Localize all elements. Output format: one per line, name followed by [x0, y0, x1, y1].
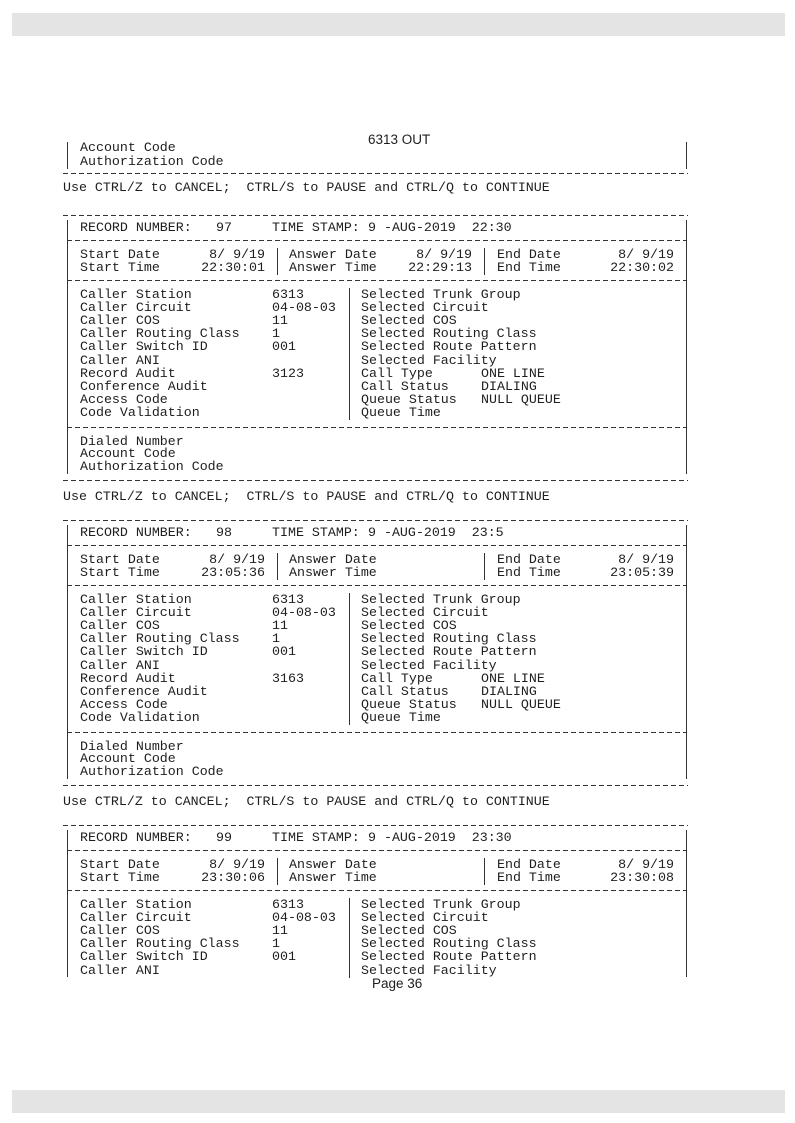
answer-time-value: 22:29:13: [408, 260, 472, 275]
vertical-divider: [67, 830, 68, 977]
selected-field-label: Queue Status: [361, 696, 457, 712]
selected-field-label: Selected Facility: [361, 962, 497, 978]
start-time-label: Start Time: [80, 870, 160, 885]
authorization-code-label: Authorization Code: [80, 764, 224, 779]
caller-field-label: Code Validation: [80, 709, 200, 725]
caller-field-label: Caller ANI: [80, 657, 160, 673]
selected-field-label: Selected Circuit: [361, 300, 489, 316]
account-code-label: Account Code: [80, 140, 176, 155]
scan-top-edge: [12, 13, 785, 36]
caller-field-label: Conference Audit: [80, 683, 208, 699]
caller-field-label: Caller COS: [80, 618, 160, 634]
selected-field-label: Selected Route Pattern: [361, 949, 537, 965]
dashed-divider: [67, 240, 686, 241]
end-time-value: 23:30:08: [610, 870, 674, 885]
start-time-value: 22:30:01: [201, 260, 265, 275]
vertical-divider: [277, 248, 278, 275]
caller-field-value: 11: [272, 313, 288, 329]
caller-field-label: Caller Circuit: [80, 910, 192, 926]
caller-field-label: Caller Switch ID: [80, 644, 208, 660]
selected-field-value: NULL QUEUE: [481, 696, 561, 712]
page-header-title: 6313 OUT: [368, 132, 431, 147]
continue-prompt: Use CTRL/Z to CANCEL; CTRL/S to PAUSE and CTRL/Q to CONTINUE: [63, 794, 550, 809]
start-date-label: Start Date: [80, 552, 160, 567]
selected-field-label: Queue Time: [361, 709, 441, 725]
selected-field-label: Selected COS: [361, 618, 457, 634]
time-stamp-value: 9 -AUG-2019 22:30: [368, 220, 512, 235]
caller-field-label: Access Code: [80, 696, 168, 712]
caller-field-value: 1: [272, 631, 280, 647]
selected-field-label: Selected Trunk Group: [361, 897, 521, 912]
time-stamp-value: 9 -AUG-2019 23:5: [368, 525, 504, 540]
caller-field-label: Caller Circuit: [80, 605, 192, 621]
dashed-divider: [67, 427, 686, 428]
vertical-divider: [67, 220, 68, 474]
selected-field-label: Call Status: [361, 683, 449, 699]
end-date-value: 8/ 9/19: [618, 247, 674, 262]
selected-field-label: Selected Trunk Group: [361, 287, 521, 302]
end-date-label: End Date: [497, 552, 561, 567]
vertical-divider: [484, 553, 485, 580]
dashed-divider: [63, 480, 688, 481]
caller-field-value: 11: [272, 618, 288, 634]
authorization-code-label: Authorization Code: [80, 154, 224, 169]
record-number: 99: [216, 830, 232, 845]
selected-field-label: Selected Routing Class: [361, 631, 537, 647]
caller-field-label: Caller Routing Class: [80, 631, 240, 647]
time-stamp-value: 9 -AUG-2019 23:30: [368, 830, 512, 845]
caller-field-label: Caller ANI: [80, 962, 160, 978]
record-number-label: RECORD NUMBER:: [80, 220, 192, 235]
caller-field-label: Record Audit: [80, 670, 176, 686]
answer-time-label: Answer Time: [289, 870, 377, 885]
selected-field-label: Call Type: [361, 365, 433, 381]
answer-date-value: 8/ 9/19: [416, 247, 472, 262]
caller-field-value: 6313: [272, 897, 304, 912]
caller-field-label: Caller COS: [80, 923, 160, 939]
vertical-divider: [484, 858, 485, 885]
vertical-divider: [349, 898, 350, 978]
vertical-divider: [349, 593, 350, 725]
scan-bottom-edge: [12, 1090, 785, 1113]
caller-field-label: Caller Routing Class: [80, 326, 240, 342]
end-time-label: End Time: [497, 870, 561, 885]
dialed-number-label: Dialed Number: [80, 739, 184, 754]
caller-field-value: 11: [272, 923, 288, 939]
caller-field-value: 3123: [272, 365, 304, 381]
start-date-value: 8/ 9/19: [209, 552, 265, 567]
dashed-divider: [67, 280, 686, 281]
caller-field-value: 04-08-03: [272, 605, 336, 621]
start-date-value: 8/ 9/19: [209, 857, 265, 872]
record-number-label: RECORD NUMBER:: [80, 525, 192, 540]
vertical-divider: [686, 142, 687, 169]
vertical-divider: [686, 220, 687, 474]
end-date-label: End Date: [497, 857, 561, 872]
caller-field-value: 1: [272, 936, 280, 952]
selected-field-label: Selected Routing Class: [361, 326, 537, 342]
selected-field-label: Selected Circuit: [361, 605, 489, 621]
caller-field-value: 001: [272, 644, 296, 660]
caller-field-label: Caller Switch ID: [80, 949, 208, 965]
time-stamp-label: TIME STAMP:: [272, 830, 360, 845]
answer-date-label: Answer Date: [289, 857, 377, 872]
dashed-divider: [63, 785, 688, 786]
dialed-number-label: Dialed Number: [80, 434, 184, 449]
continue-prompt: Use CTRL/Z to CANCEL; CTRL/S to PAUSE and CTRL/Q to CONTINUE: [63, 180, 550, 195]
caller-field-label: Caller COS: [80, 313, 160, 329]
dashed-divider: [63, 825, 688, 826]
selected-field-value: DIALING: [481, 683, 537, 699]
selected-field-value: ONE LINE: [481, 670, 545, 686]
caller-field-value: 3163: [272, 670, 304, 686]
selected-field-label: Queue Status: [361, 391, 457, 407]
selected-field-label: Selected Route Pattern: [361, 339, 537, 355]
caller-field-value: 6313: [272, 287, 304, 302]
vertical-divider: [686, 525, 687, 779]
dashed-divider: [63, 520, 688, 521]
dashed-divider: [67, 732, 686, 733]
caller-field-label: Record Audit: [80, 365, 176, 381]
dashed-divider: [67, 850, 686, 851]
selected-field-label: Selected Facility: [361, 657, 497, 673]
caller-field-label: Caller Routing Class: [80, 936, 240, 952]
selected-field-label: Selected Route Pattern: [361, 644, 537, 660]
selected-field-label: Queue Time: [361, 404, 441, 420]
end-date-value: 8/ 9/19: [618, 857, 674, 872]
record-number: 98: [216, 525, 232, 540]
vertical-divider: [686, 830, 687, 977]
caller-field-label: Conference Audit: [80, 378, 208, 394]
selected-field-label: Selected Trunk Group: [361, 592, 521, 607]
caller-field-label: Caller Circuit: [80, 300, 192, 316]
dashed-divider: [63, 173, 688, 174]
account-code-label: Account Code: [80, 446, 176, 461]
selected-field-value: NULL QUEUE: [481, 391, 561, 407]
end-time-label: End Time: [497, 260, 561, 275]
selected-field-label: Selected Facility: [361, 352, 497, 368]
caller-field-label: Caller Switch ID: [80, 339, 208, 355]
caller-field-label: Caller Station: [80, 287, 192, 302]
start-date-label: Start Date: [80, 247, 160, 262]
dashed-divider: [67, 585, 686, 586]
end-time-value: 22:30:02: [610, 260, 674, 275]
vertical-divider: [484, 248, 485, 275]
dashed-divider: [67, 545, 686, 546]
start-time-value: 23:05:36: [201, 565, 265, 580]
caller-field-label: Access Code: [80, 391, 168, 407]
record-number-label: RECORD NUMBER:: [80, 830, 192, 845]
caller-field-value: 1: [272, 326, 280, 342]
vertical-divider: [67, 525, 68, 779]
answer-date-label: Answer Date: [289, 247, 377, 262]
vertical-divider: [67, 142, 68, 169]
answer-time-label: Answer Time: [289, 565, 377, 580]
start-time-label: Start Time: [80, 565, 160, 580]
end-date-value: 8/ 9/19: [618, 552, 674, 567]
time-stamp-label: TIME STAMP:: [272, 220, 360, 235]
end-time-label: End Time: [497, 565, 561, 580]
answer-time-label: Answer Time: [289, 260, 377, 275]
selected-field-label: Selected COS: [361, 313, 457, 329]
caller-field-value: 04-08-03: [272, 300, 336, 316]
selected-field-value: ONE LINE: [481, 365, 545, 381]
continue-prompt: Use CTRL/Z to CANCEL; CTRL/S to PAUSE and CTRL/Q to CONTINUE: [63, 489, 550, 504]
caller-field-label: Caller ANI: [80, 352, 160, 368]
answer-date-label: Answer Date: [289, 552, 377, 567]
start-time-value: 23:30:06: [201, 870, 265, 885]
selected-field-label: Selected COS: [361, 923, 457, 939]
start-time-label: Start Time: [80, 260, 160, 275]
caller-field-value: 04-08-03: [272, 910, 336, 926]
record-number: 97: [216, 220, 232, 235]
selected-field-label: Call Type: [361, 670, 433, 686]
vertical-divider: [349, 288, 350, 420]
caller-field-value: 001: [272, 339, 296, 355]
caller-field-label: Caller Station: [80, 897, 192, 912]
vertical-divider: [277, 553, 278, 580]
start-date-label: Start Date: [80, 857, 160, 872]
end-date-label: End Date: [497, 247, 561, 262]
end-time-value: 23:05:39: [610, 565, 674, 580]
page-number: Page 36: [372, 976, 423, 991]
time-stamp-label: TIME STAMP:: [272, 525, 360, 540]
account-code-label: Account Code: [80, 751, 176, 766]
caller-field-value: 001: [272, 949, 296, 965]
selected-field-value: DIALING: [481, 378, 537, 394]
dashed-divider: [67, 890, 686, 891]
caller-field-value: 6313: [272, 592, 304, 607]
dashed-divider: [63, 215, 688, 216]
caller-field-label: Code Validation: [80, 404, 200, 420]
start-date-value: 8/ 9/19: [209, 247, 265, 262]
vertical-divider: [277, 858, 278, 885]
selected-field-label: Selected Routing Class: [361, 936, 537, 952]
authorization-code-label: Authorization Code: [80, 459, 224, 474]
selected-field-label: Selected Circuit: [361, 910, 489, 926]
selected-field-label: Call Status: [361, 378, 449, 394]
caller-field-label: Caller Station: [80, 592, 192, 607]
